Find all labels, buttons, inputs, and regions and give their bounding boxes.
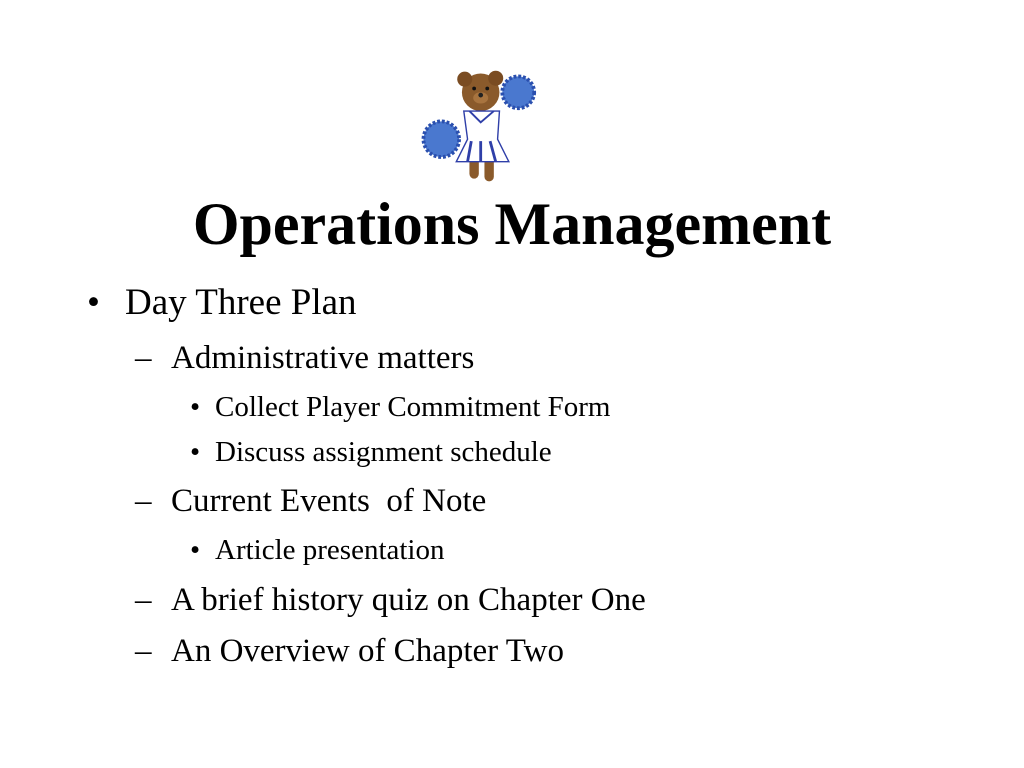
bullet-marker: – bbox=[135, 483, 152, 519]
cheerleader-teddy-bear-image bbox=[415, 66, 537, 188]
bullet-marker: • bbox=[87, 282, 100, 323]
bear-icon bbox=[423, 71, 534, 182]
bullet-marker: – bbox=[135, 340, 152, 376]
bullet-marker: – bbox=[135, 582, 152, 618]
bullet-marker: – bbox=[135, 633, 152, 669]
bullet-text: Administrative matters bbox=[171, 340, 475, 376]
bullet-text: Discuss assignment schedule bbox=[215, 436, 552, 468]
bullet-text: Current Events of Note bbox=[171, 483, 487, 519]
bullet-text: Article presentation bbox=[215, 534, 445, 566]
bullet-text: An Overview of Chapter Two bbox=[171, 633, 564, 669]
bullet-marker: • bbox=[190, 534, 201, 566]
bullet-marker: • bbox=[190, 436, 201, 468]
bullet-text: Collect Player Commitment Form bbox=[215, 391, 611, 423]
bullet-marker: • bbox=[190, 391, 201, 423]
slide-title: Operations Management bbox=[192, 191, 832, 257]
bullet-text: A brief history quiz on Chapter One bbox=[171, 582, 646, 618]
bullet-text: Day Three Plan bbox=[125, 282, 357, 323]
